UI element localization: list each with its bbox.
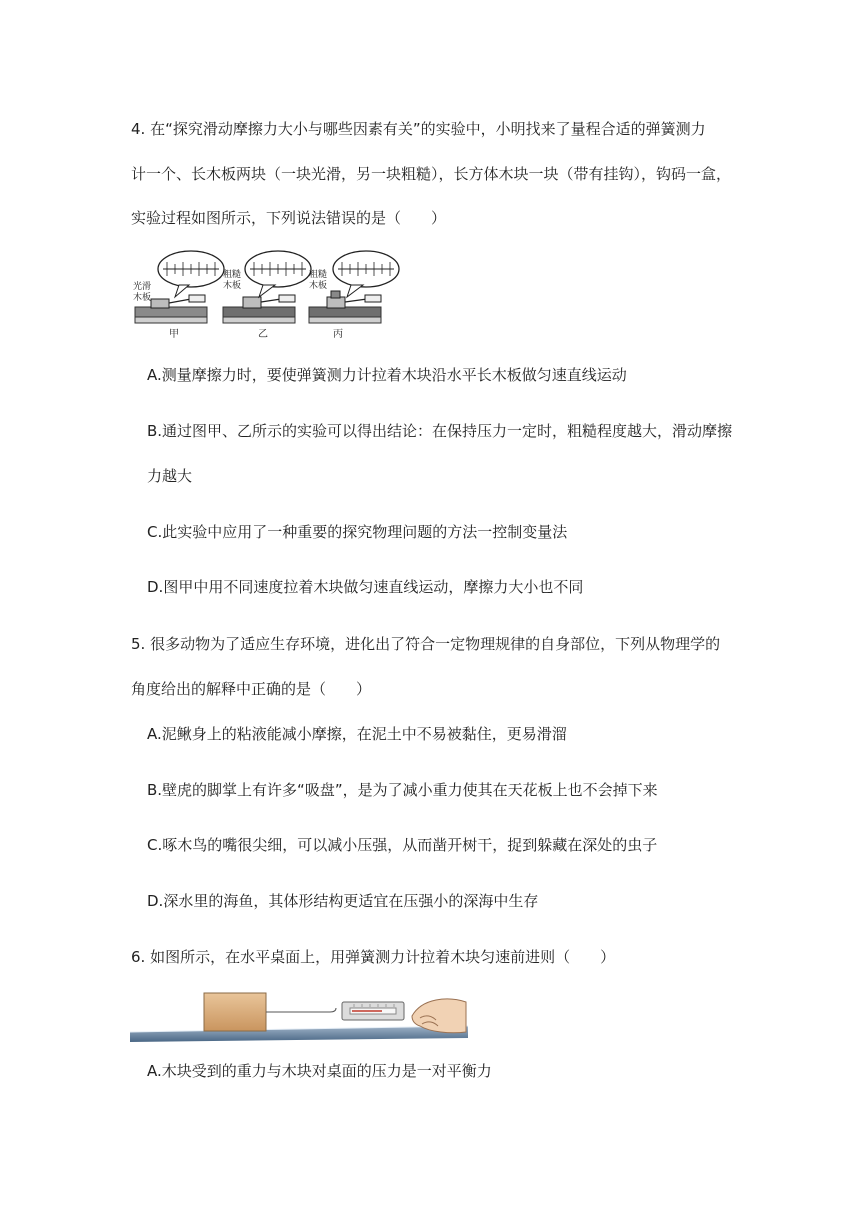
q5-option-c: C.啄木鸟的嘴很尖细，可以减小压强，从而凿开树干，捉到躲藏在深处的虫子	[147, 836, 658, 854]
q4-option-b-line1: B.通过图甲、乙所示的实验可以得出结论：在保持压力一定时，粗糙程度越大，滑动摩擦	[147, 422, 733, 440]
q5-option-b: B.壁虎的脚掌上有许多“吸盘”，是为了减小重力使其在天花板上也不会掉下来	[147, 781, 658, 799]
caption-jia: 甲	[169, 329, 179, 340]
label-smooth-2: 木板	[133, 293, 152, 303]
label-smooth-1: 光滑	[133, 282, 152, 292]
q4-experiment-figure	[131, 245, 409, 341]
q4-option-b-line2: 力越大	[147, 467, 193, 485]
label-rough-b2: 木板	[309, 281, 328, 291]
caption-bing: 丙	[333, 329, 343, 340]
q4-stem-line3: 实验过程如图所示，下列说法错误的是（ ）	[131, 209, 447, 227]
q6-stem-line1: 6. 如图所示，在水平桌面上，用弹簧测力计拉着木块匀速前进则（ ）	[131, 948, 616, 966]
spring-scale	[342, 1002, 404, 1020]
q5-option-a: A.泥鳅身上的粘液能减小摩擦，在泥土中不易被黏住，更易滑溜	[147, 725, 567, 743]
label-rough-b1: 粗糙	[309, 270, 328, 280]
label-rough-a1: 粗糙	[223, 270, 242, 280]
wood-block	[204, 993, 266, 1031]
table-surface	[130, 1026, 468, 1042]
q4-stem-line2: 计一个、长木板两块（一块光滑，另一块粗糙），长方体木块一块（带有挂钩），钩码一盒，	[131, 165, 732, 183]
q6-option-a: A.木块受到的重力与木块对桌面的压力是一对平衡力	[147, 1062, 492, 1080]
q5-stem-line1: 5. 很多动物为了适应生存环境，进化出了符合一定物理规律的自身部位，下列从物理学的	[131, 635, 721, 653]
q4-option-d: D.图甲中用不同速度拉着木块做匀速直线运动，摩擦力大小也不同	[147, 578, 584, 596]
q5-option-d: D.深水里的海鱼，其体形结构更适宜在压强小的深海中生存	[147, 892, 539, 910]
q5-stem-line2: 角度给出的解释中正确的是（ ）	[131, 680, 372, 698]
q4-option-c: C.此实验中应用了一种重要的探究物理问题的方法一控制变量法	[147, 523, 568, 541]
label-rough-a2: 木板	[223, 281, 242, 291]
q6-spring-scale-figure	[130, 988, 468, 1042]
q4-stem-line1: 4. 在“探究滑动摩擦力大小与哪些因素有关”的实验中，小明找来了量程合适的弹簧测力	[131, 120, 706, 138]
caption-yi: 乙	[258, 329, 268, 340]
q4-option-a: A.测量摩擦力时，要使弹簧测力计拉着木块沿水平长木板做匀速直线运动	[147, 366, 627, 384]
